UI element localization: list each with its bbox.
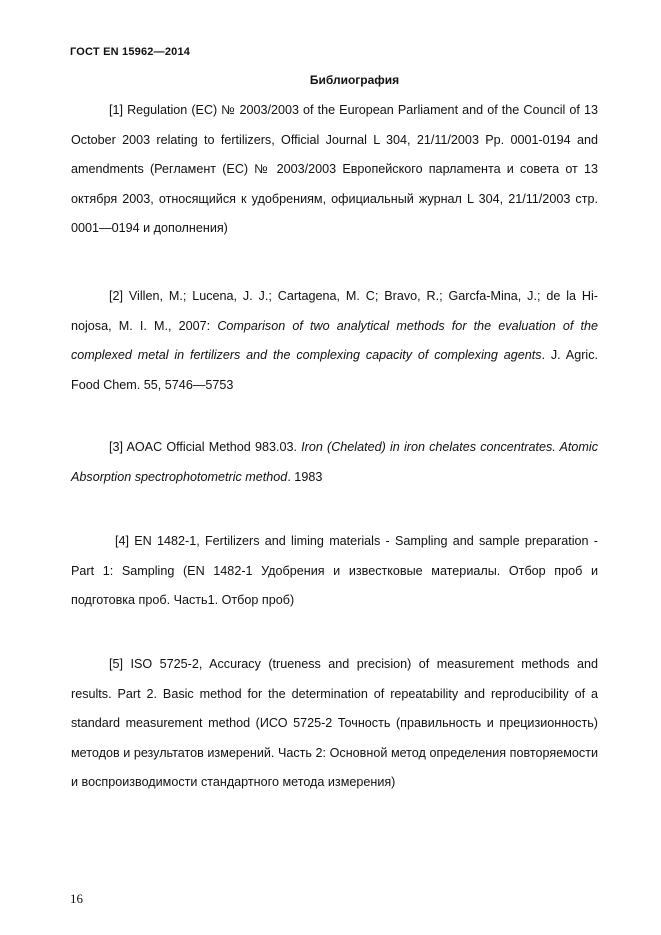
- reference-text: [5] ISO 5725-2, Accuracy (trueness and precision) of measurement methods and results. Part 2. Basic method for the determination of repeatability and reproducibility of a standard measurement method (ИСО 5725-2 Точность (правильность и прецизионность) методов и результатов измерений. Часть 2: Основной метод определения повторяемости и воспроизводимости стандартного метода измерения): [71, 657, 598, 789]
- reference-text: [4] EN 1482-1, Fertilizers and liming materials - Sampling and sample preparation - Part 1: Sampling (EN 1482-1 Удобрения и известковые материалы. Отбор проб и подготовка проб. Часть1. Отбор проб): [71, 534, 598, 607]
- reference-text: [3] AOAC Official Method 983.03.: [109, 440, 302, 454]
- reference-item-5: [71, 650, 598, 798]
- standard-code-header: ГОСТ EN 15962—2014: [70, 46, 191, 58]
- bibliography-title: Библиография: [309, 73, 400, 87]
- reference-source: . 1983: [287, 469, 323, 484]
- reference-text: [1] Regulation (EC) № 2003/2003 of the European Parliament and of the Council of 13 October 2003 relating to fertilizers, Official Journal L 304, 21/11/2003 Pp. 0001-0194 and amendments (Регламент (ЕС) № 2003/2003 Европейского парлаmента и совета от 13 октября 2003, относящийся к удобрениям, официальный журнал L 304, 21/11/2003 стр. 0001—0194 и дополнения): [71, 103, 598, 235]
- reference-item-1: [71, 96, 598, 244]
- reference-work-title: Comparison of two analytical methods for the evaluation of the complexed metal in fertilizers and the complexing capacity of complexing agents: [71, 318, 598, 362]
- reference-source: . J. Agric. Food Chem. 55, 5746—5753: [71, 348, 598, 392]
- reference-item-2: [71, 282, 598, 400]
- reference-work-title: Iron (Chelated) in iron chelates concentrates. Atomic Absorption spectrophotometric method: [71, 440, 598, 484]
- page-number: 16: [70, 891, 83, 906]
- reference-text: [2] Villen, M.; Lucena, J. J.; Cartagena, M. C; Bravo, R.; Garcfa-Mina, J.; de la Hinojosa, M. I. M., 2007:: [71, 289, 598, 333]
- reference-item-4: [71, 527, 598, 616]
- reference-item-3: [71, 433, 598, 492]
